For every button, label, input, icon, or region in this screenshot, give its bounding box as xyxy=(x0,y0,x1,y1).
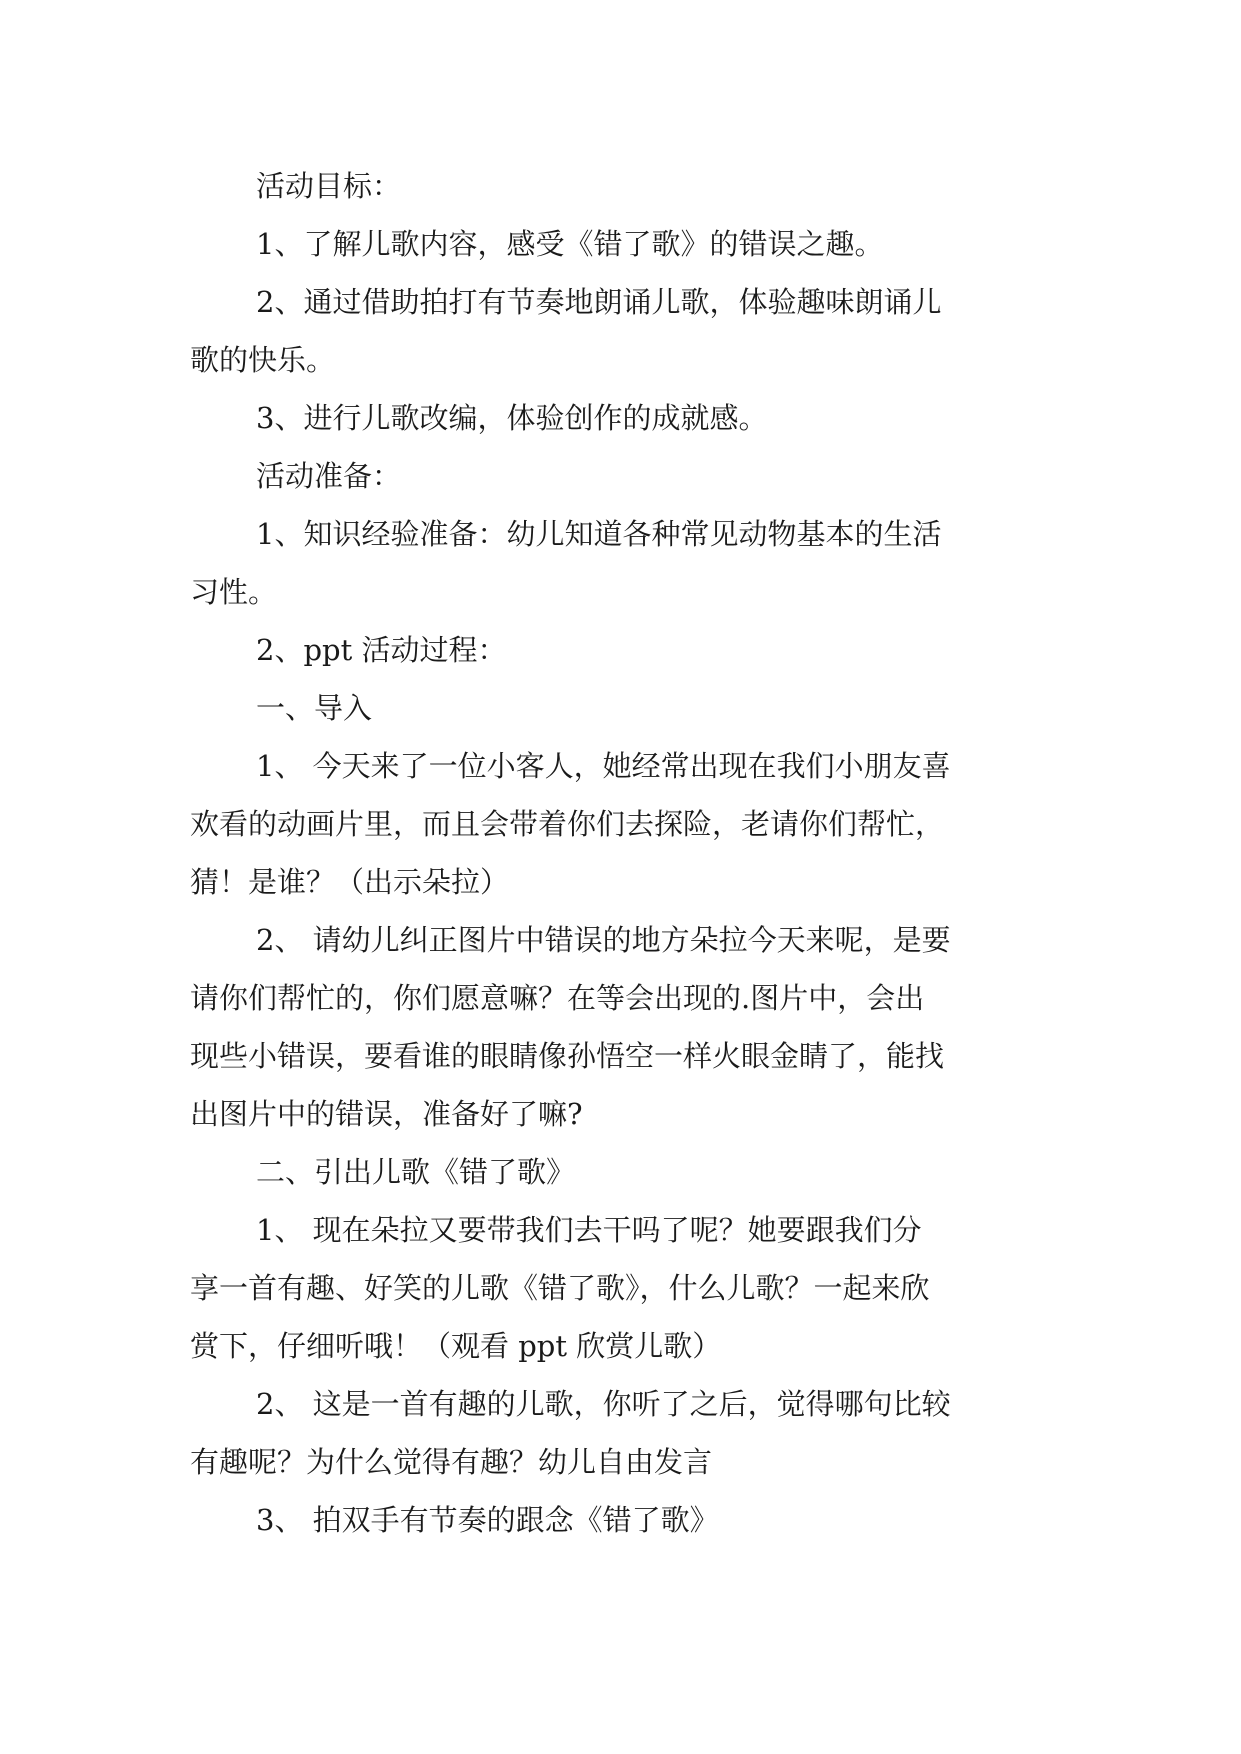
preparation-item-1-continued: 习性。 xyxy=(190,575,278,609)
intro-step-1-continued: 猜！是谁？（出示朵拉） xyxy=(190,865,510,899)
intro-step-2: 2、 请幼儿纠正图片中错误的地方朵拉今天来呢，是要 xyxy=(256,923,951,957)
song-step-3: 3、 拍双手有节奏的跟念《错了歌》 xyxy=(256,1503,719,1537)
song-step-2: 2、 这是一首有趣的儿歌，你听了之后，觉得哪句比较 xyxy=(256,1387,951,1421)
intro-step-2-continued: 出图片中的错误，准备好了嘛? xyxy=(190,1097,583,1131)
section-introduction: 一、导入 xyxy=(256,691,373,725)
goal-item-1: 1、了解儿歌内容，感受《错了歌》的错误之趣。 xyxy=(256,227,884,261)
intro-step-1: 1、 今天来了一位小客人，她经常出现在我们小朋友喜 xyxy=(256,749,951,783)
goal-item-2: 2、通过借助拍打有节奏地朗诵儿歌，体验趣味朗诵儿 xyxy=(256,285,942,319)
preparation-item-2: 2、ppt 活动过程： xyxy=(256,633,507,667)
song-step-1-continued: 享一首有趣、好笑的儿歌《错了歌》，什么儿歌？一起来欣 xyxy=(190,1271,930,1305)
heading-activity-goals: 活动目标： xyxy=(256,169,402,203)
song-step-2-continued: 有趣呢？为什么觉得有趣？幼儿自由发言 xyxy=(190,1445,713,1479)
goal-item-2-continued: 歌的快乐。 xyxy=(190,343,336,377)
song-step-1: 1、 现在朵拉又要带我们去干吗了呢？她要跟我们分 xyxy=(256,1213,922,1247)
song-step-1-continued: 赏下，仔细听哦！（观看 ppt 欣赏儿歌） xyxy=(190,1329,722,1363)
preparation-item-1: 1、知识经验准备：幼儿知道各种常见动物基本的生活 xyxy=(256,517,942,551)
intro-step-2-continued: 请你们帮忙的，你们愿意嘛？在等会出现的.图片中，会出 xyxy=(190,981,925,1015)
heading-activity-preparation: 活动准备： xyxy=(256,459,402,493)
section-song-introduction: 二、引出儿歌《错了歌》 xyxy=(256,1155,576,1189)
goal-item-3: 3、进行儿歌改编，体验创作的成就感。 xyxy=(256,401,768,435)
intro-step-2-continued: 现些小错误，要看谁的眼睛像孙悟空一样火眼金睛了，能找 xyxy=(190,1039,945,1073)
intro-step-1-continued: 欢看的动画片里，而且会带着你们去探险，老请你们帮忙， xyxy=(190,807,945,841)
